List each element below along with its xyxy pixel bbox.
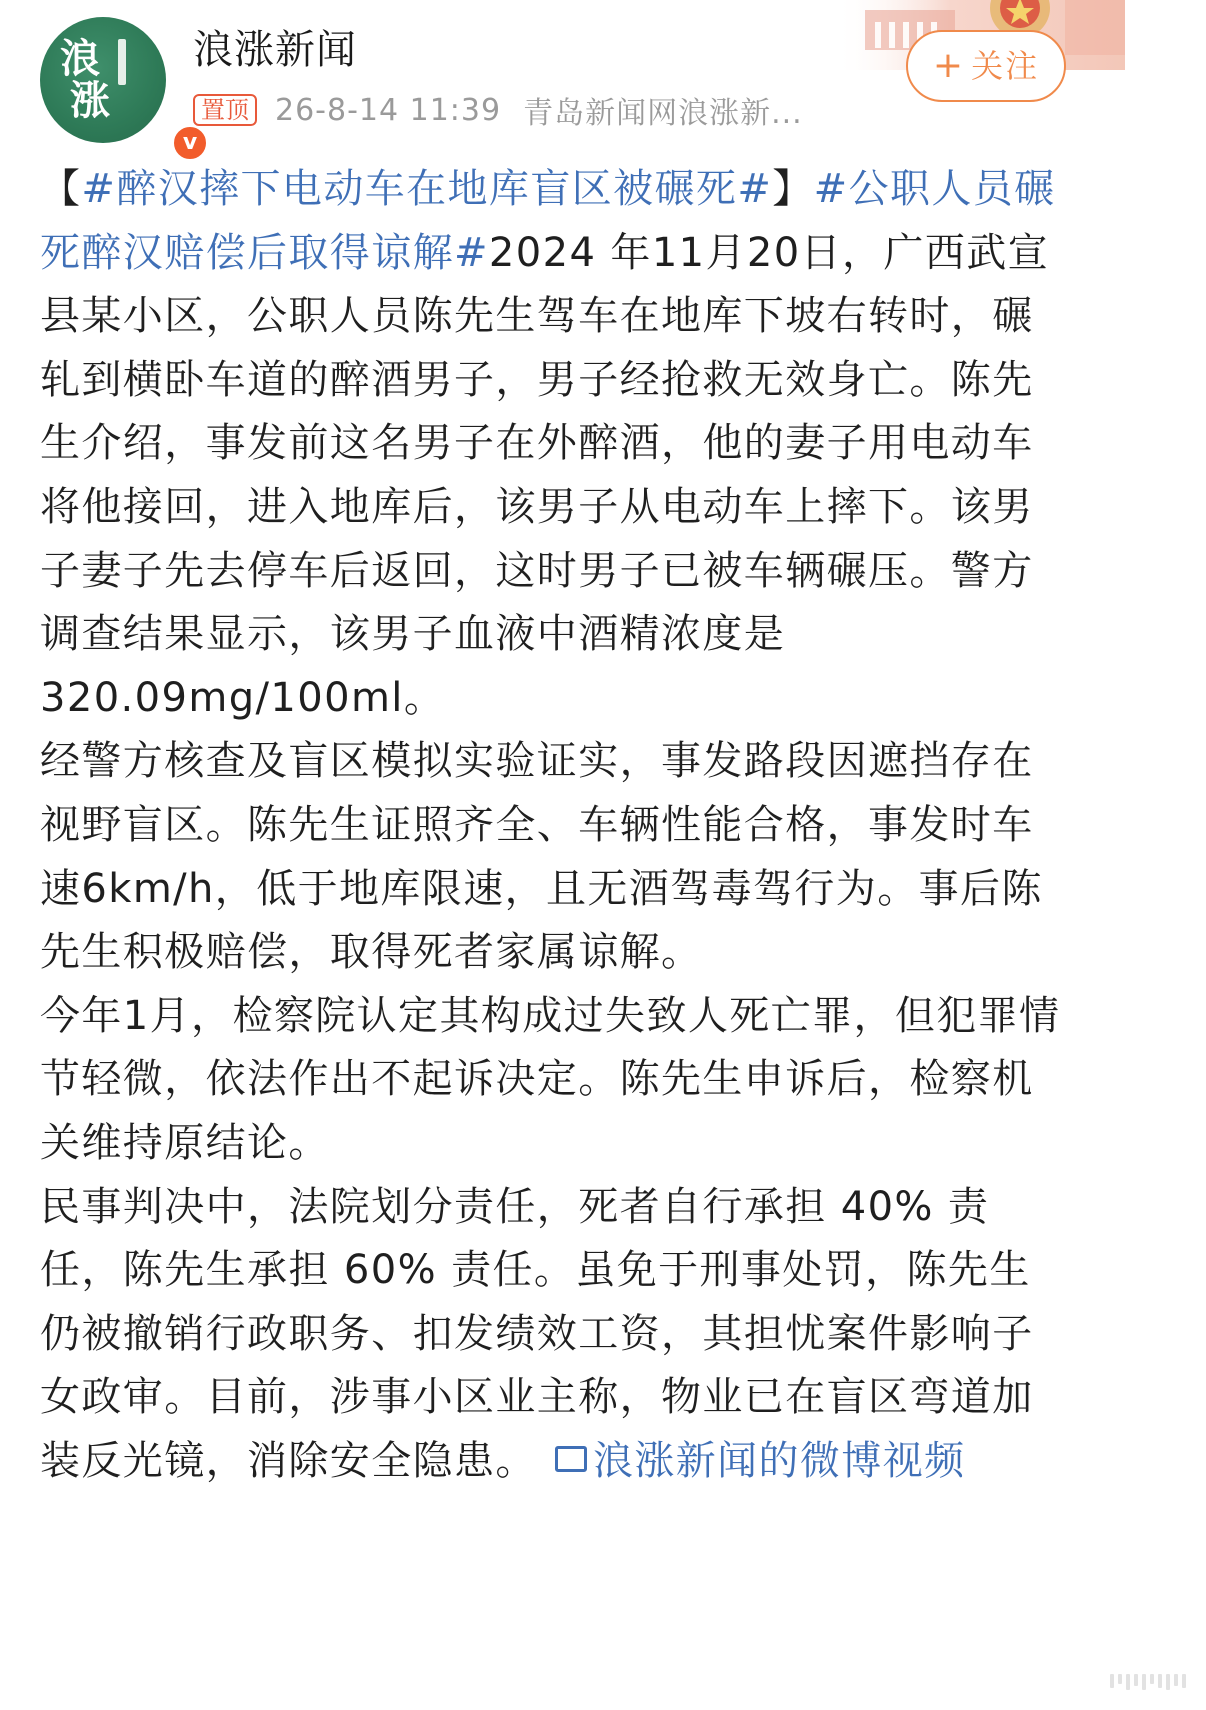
post-body [40,158,1070,1493]
post-paragraph-1 [40,158,1070,730]
avatar-glyph-1: 浪 [60,35,100,82]
video-link[interactable] [537,1438,966,1484]
video-icon [555,1446,587,1472]
verified-badge-icon: v [170,123,210,163]
open-bracket: 【 [40,166,82,212]
post-para4-text: 民事判决中，法院划分责任，死者自行承担 40% 责任，陈先生承担 60% 责任。虽免于刑事处罚，陈先生仍被撤销行政职务、扣发绩效工资，其担忧案件影响子女政审。目前，涉事小区业主称，物业已在盲区弯道加装反光镜，消除安全隐患。 [40,1183,1034,1484]
post-time: 26-8-14 11:39 [275,92,502,128]
close-bracket: 】 [772,166,814,212]
post-paragraph-2: 经警方核查及盲区模拟实验证实，事发路段因遮挡存在视野盲区。陈先生证照齐全、车辆性能合格，事发时车速6km/h，低于地库限速，且无酒驾毒驾行为。事后陈先生积极赔偿，取得死者家属谅解。 [40,738,1043,976]
hashtag-link-2[interactable]: #公职人员碾死醉汉赔偿后取得谅解# [40,166,1056,276]
watermark-bars [1110,1674,1186,1690]
post-source[interactable]: 青岛新闻网浪涨新... [523,96,803,131]
account-name[interactable]: 浪涨新闻 [193,27,357,73]
pinned-badge: 置顶 [193,94,257,126]
plus-icon: + [932,45,966,86]
post-paragraph-4 [40,1176,1070,1494]
video-link-label: 浪涨新闻的微博视频 [592,1437,966,1484]
follow-label: 关注 [971,47,1040,85]
tower-icon [118,39,126,85]
hashtag-link-1[interactable]: #醉汉摔下电动车在地库盲区被碾死# [81,166,773,212]
follow-button[interactable] [906,30,1066,102]
avatar-glyph-2: 涨 [70,77,110,124]
avatar[interactable] [40,17,198,155]
post-header [0,0,1206,160]
post-intro-text: 2024 年11月20日，广西武宣县某小区，公职人员陈先生驾车在地库下坡右转时，碾轧到横卧车道的醉酒男子，男子经抢救无效身亡。陈先生介绍，事发前这名男子在外醉酒，他的妻子用电动车将他接回，进入地库后，该男子从电动车上摔下。该男子妻子先去停车后返回，这时男子已被车辆碾压。警方调查结果显示，该男子血液中酒精浓度是 320.09mg/100ml。 [40,229,1050,721]
post-paragraph-3: 今年1月，检察院认定其构成过失致人死亡罪，但犯罪情节轻微，依法作出不起诉决定。陈先生申诉后，检察机关维持原结论。 [40,992,1061,1166]
post-meta [193,90,803,130]
